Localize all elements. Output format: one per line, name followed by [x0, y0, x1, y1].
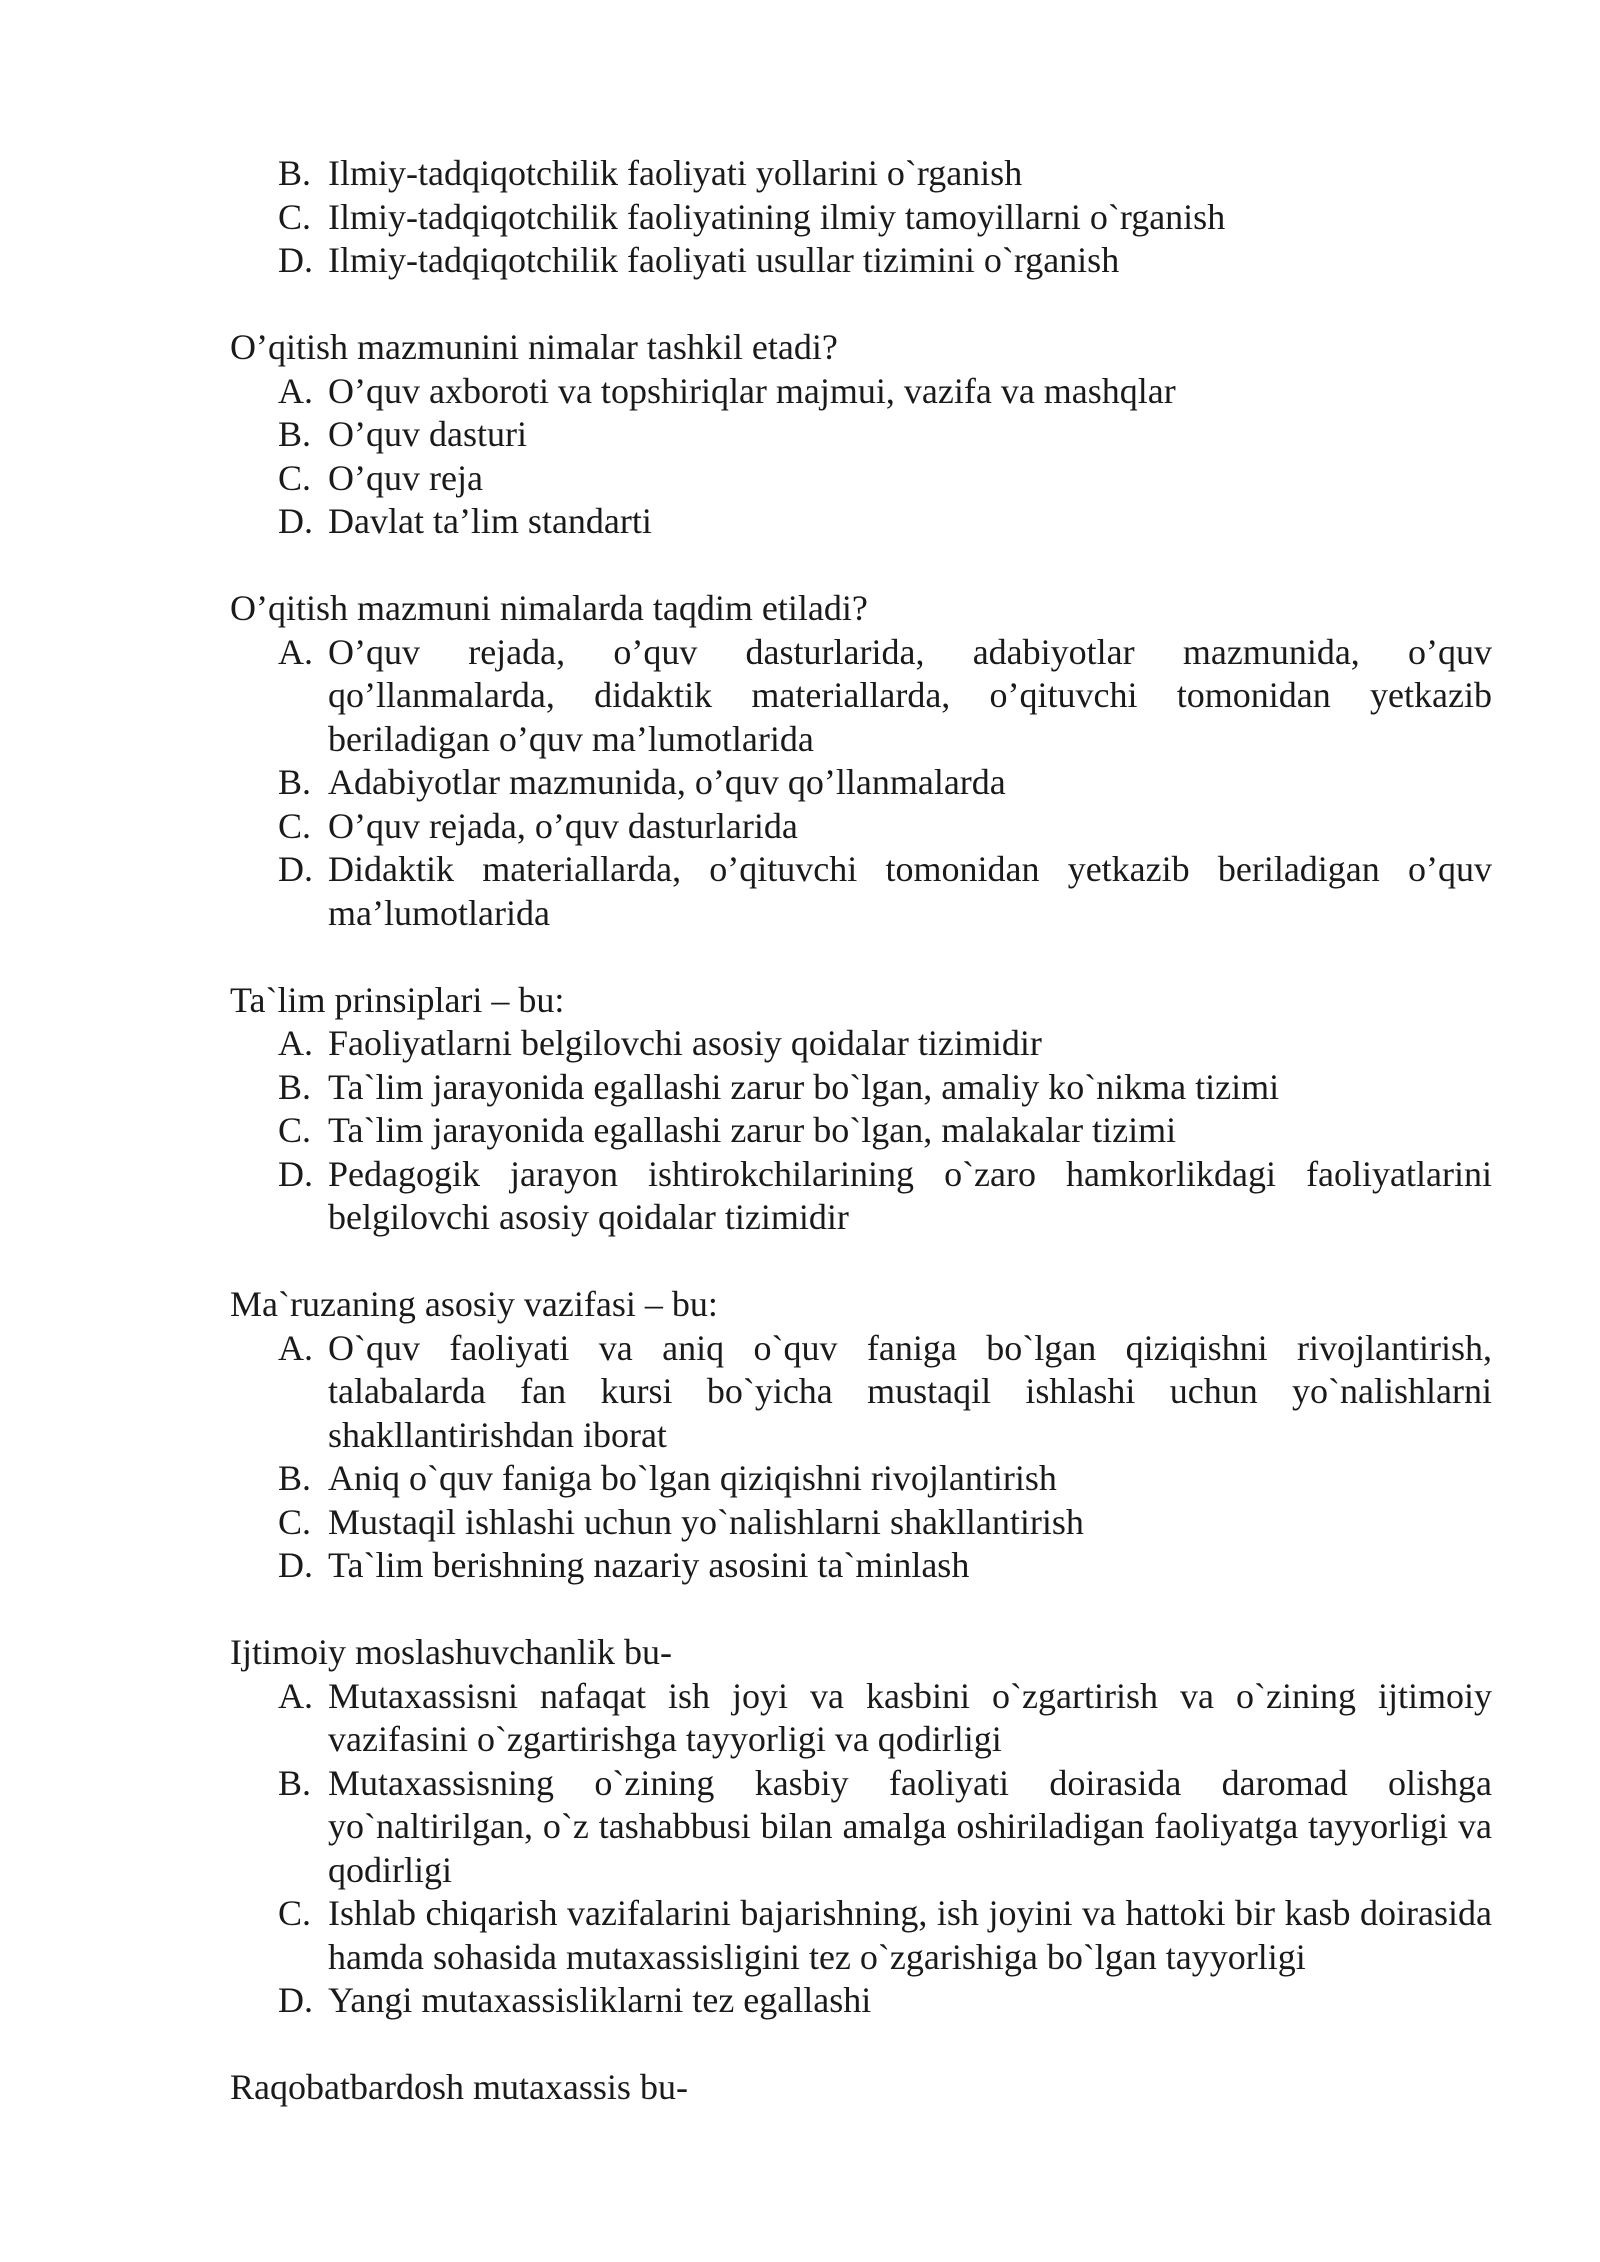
answer-option — [278, 805, 1492, 849]
option-text: O`quv faoliyati va aniq o`quv faniga bo`lgan qiziqishni rivojlantirish, talabalarda fan kursi bo`yicha mustaqil ishlashi uchun yo`nalishlarni shakllantirishdan iborat — [328, 1327, 1492, 1455]
option-text: Yangi mutaxassisliklarni tez egallashi — [328, 1980, 872, 2020]
option-letter: D. — [278, 240, 313, 280]
option-text: Didaktik materiallarda, o’qituvchi tomonidan yetkazib beriladigan o’quv ma’lumotlarida — [328, 849, 1492, 933]
option-letter: C. — [278, 1501, 312, 1542]
answer-option — [278, 1457, 1492, 1501]
option-letter: C. — [278, 196, 312, 237]
option-text: Faoliyatlarni belgilovchi asosiy qoidalar tizimidir — [328, 1023, 1042, 1063]
option-text: Ilmiy-tadqiqotchilik faoliyati yollarini o`rganish — [328, 153, 1023, 193]
answer-option — [278, 1544, 1492, 1588]
option-text: O’quv rejada, o’quv dasturlarida, adabiyotlar mazmunida, o’quv qo’llanmalarda, didaktik materiallarda, o’qituvchi tomonidan yetkazib beriladigan o’quv ma’lumotlarida — [328, 631, 1492, 759]
option-letter: A. — [278, 1327, 313, 1368]
option-letter: A. — [278, 631, 313, 672]
answer-options — [230, 370, 1492, 544]
question-text: Ta`lim prinsiplari – bu: — [230, 979, 565, 1020]
answer-option — [278, 196, 1492, 240]
option-letter: B. — [278, 762, 312, 802]
answer-option — [278, 848, 1492, 935]
option-letter: D. — [278, 1980, 313, 2020]
question-text: O’qitish mazmuni nimalarda taqdim etiladi? — [230, 588, 868, 628]
answer-option — [278, 1501, 1492, 1545]
option-letter: D. — [278, 849, 313, 889]
answer-option — [278, 761, 1492, 805]
answer-option — [278, 1066, 1492, 1110]
answer-option — [278, 1675, 1492, 1762]
question-block — [230, 587, 1492, 935]
answer-option — [278, 152, 1492, 196]
option-text: O’quv dasturi — [328, 414, 527, 454]
option-text: Ta`lim jarayonida egallashi zarur bo`lgan, malakalar tizimi — [328, 1110, 1177, 1150]
option-letter: D. — [278, 1545, 313, 1585]
answer-option — [278, 500, 1492, 544]
option-letter: B. — [278, 1458, 312, 1498]
question-block — [230, 1631, 1492, 2023]
option-text: Pedagogik jarayon ishtirokchilarining o`zaro hamkorlikdagi faoliyatlarini belgilovchi asosiy qoidalar tizimidir — [328, 1153, 1492, 1237]
option-letter: C. — [278, 1893, 312, 1933]
option-letter: B. — [278, 1762, 312, 1803]
option-letter: A. — [278, 1675, 313, 1716]
option-text: Ilmiy-tadqiqotchilik faoliyatining ilmiy tamoyillarni o`rganish — [328, 196, 1226, 237]
option-letter: B. — [278, 1066, 312, 1107]
answer-option — [278, 370, 1492, 414]
option-text: Mutaxassisning o`zining kasbiy faoliyati doirasida daromad olishga yo`naltirilgan, o`z tashabbusi bilan amalga oshiriladigan faoliyatga tayyorligi va qodirligi — [328, 1762, 1492, 1890]
option-text: O’quv reja — [328, 457, 483, 498]
test-questions — [230, 152, 1492, 2153]
option-letter: D. — [278, 501, 313, 541]
option-text: Ta`lim jarayonida egallashi zarur bo`lgan, amaliy ko`nikma tizimi — [328, 1066, 1280, 1107]
answer-option — [278, 1022, 1492, 1066]
option-letter: D. — [278, 1153, 313, 1194]
answer-option — [278, 1892, 1492, 1979]
question-block — [230, 326, 1492, 544]
option-letter: B. — [278, 414, 312, 454]
option-text: Mutaxassisni nafaqat ish joyi va kasbini o`zgartirish va o`zining ijtimoiy vazifasini o`zgartirishga tayyorligi va qodirligi — [328, 1675, 1492, 1759]
question-text: Ijtimoiy moslashuvchanlik bu- — [230, 1632, 672, 1672]
option-letter: A. — [278, 1023, 313, 1063]
question-text: Raqobatbardosh mutaxassis bu- — [230, 2067, 688, 2107]
answer-option — [278, 239, 1492, 283]
option-text: Ishlab chiqarish vazifalarini bajarishning, ish joyini va hattoki bir kasb doirasida hamda sohasida mutaxassisligini tez o`zgarishiga bo`lgan tayyorligi — [328, 1893, 1492, 1977]
option-letter: A. — [278, 370, 313, 411]
option-text: Ta`lim berishning nazariy asosini ta`minlash — [328, 1545, 970, 1585]
option-text: Adabiyotlar mazmunida, o’quv qo’llanmalarda — [328, 762, 1006, 802]
question-text: Ma`ruzaning asosiy vazifasi – bu: — [230, 1284, 718, 1324]
answer-option — [278, 631, 1492, 762]
option-text: Ilmiy-tadqiqotchilik faoliyati usullar tizimini o`rganish — [328, 240, 1120, 280]
answer-option — [278, 1109, 1492, 1153]
option-letter: C. — [278, 805, 312, 846]
answer-options — [230, 1675, 1492, 2023]
answer-option — [278, 413, 1492, 457]
option-text: O’quv rejada, o’quv dasturlarida — [328, 805, 798, 846]
question-block — [230, 979, 1492, 1240]
answer-option — [278, 1979, 1492, 2023]
question-text: O’qitish mazmunini nimalar tashkil etadi? — [230, 327, 838, 367]
answer-option — [278, 457, 1492, 501]
option-letter: C. — [278, 1110, 312, 1150]
question-block — [230, 1283, 1492, 1588]
answer-options — [230, 1022, 1492, 1240]
answer-options — [230, 1327, 1492, 1588]
answer-options — [230, 631, 1492, 936]
answer-option — [278, 1762, 1492, 1893]
answer-option — [278, 1153, 1492, 1240]
option-text: O’quv axboroti va topshiriqlar majmui, vazifa va mashqlar — [328, 370, 1176, 411]
question-block — [230, 2066, 1492, 2110]
option-letter: C. — [278, 457, 312, 498]
option-letter: B. — [278, 153, 312, 193]
answer-option — [278, 1327, 1492, 1458]
option-text: Davlat ta’lim standarti — [328, 501, 652, 541]
option-text: Aniq o`quv faniga bo`lgan qiziqishni rivojlantirish — [328, 1458, 1057, 1498]
answer-options — [230, 152, 1492, 283]
option-text: Mustaqil ishlashi uchun yo`nalishlarni shakllantirish — [328, 1501, 1084, 1542]
question-block — [230, 152, 1492, 283]
